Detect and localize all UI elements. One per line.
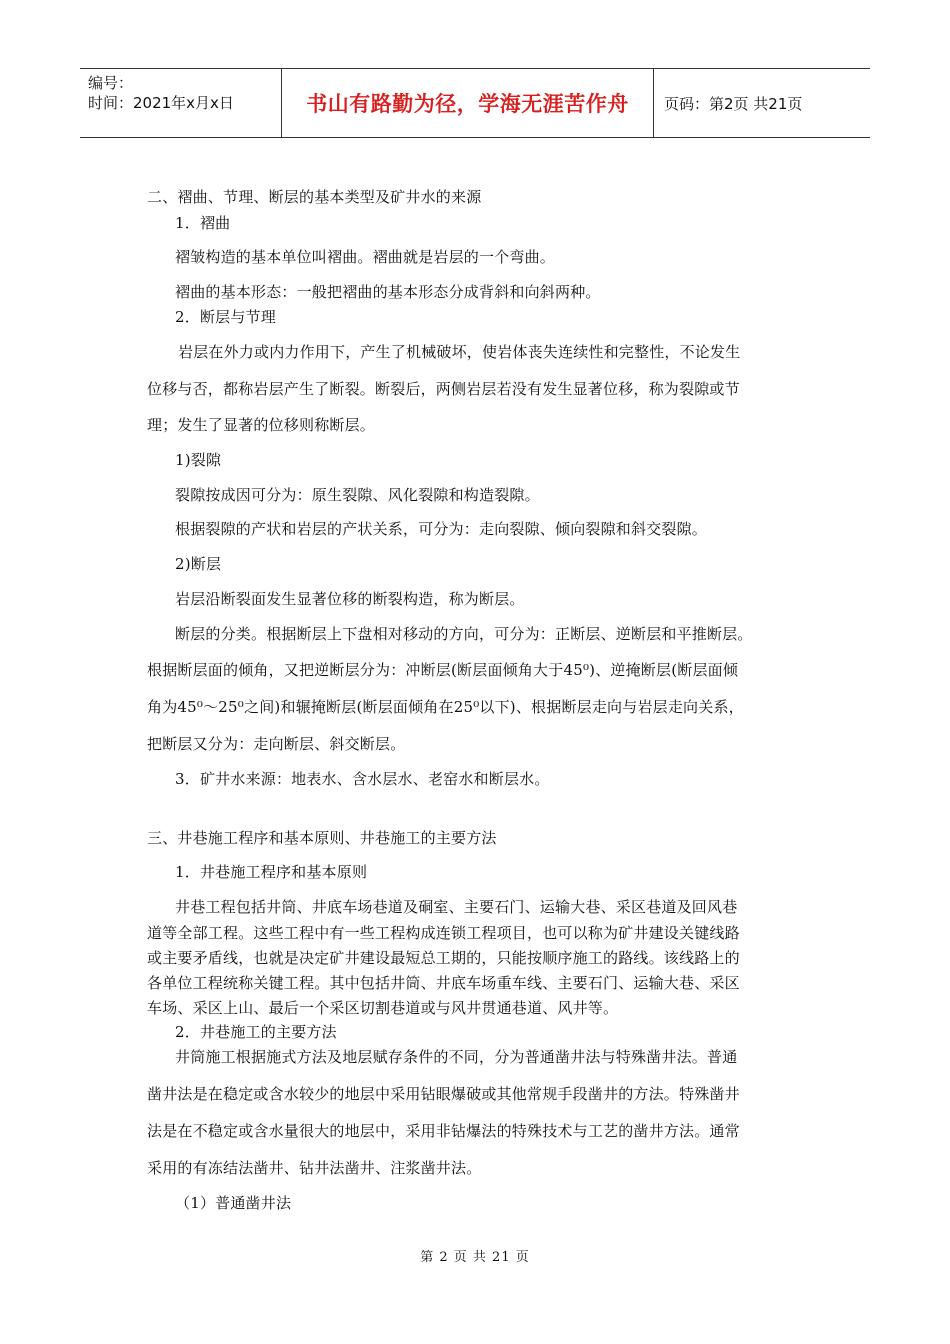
paragraph-line: 角为45⁰～25⁰之间)和辗掩断层(断层面倾角在25⁰以下)、根据断层走向与岩层走向关系，	[147, 698, 744, 716]
page-footer: 第 2 页 共 21 页	[420, 1250, 530, 1265]
subheading: 1．褶曲	[175, 214, 231, 232]
paragraph-line: 法是在不稳定或含水量很大的地层中，采用非钻爆法的特殊技术与工艺的凿井方法。通常	[147, 1122, 740, 1140]
subheading: 2．井巷施工的主要方法	[175, 1023, 337, 1041]
paragraph-line: 把断层又分为：走向断层、斜交断层。	[147, 735, 406, 753]
header-motto-cell	[282, 69, 654, 137]
paragraph-line: 位移与否，都称岩层产生了断裂。断裂后，两侧岩层若没有发生显著位移，称为裂隙或节	[147, 380, 740, 398]
subheading: 1．井巷施工程序和基本原则	[175, 863, 368, 881]
paragraph-line: 岩层沿断裂面发生显著位移的断裂构造，称为断层。	[175, 590, 525, 608]
document-header	[80, 68, 870, 138]
paragraph-line: 车场、采区上山、最后一个采区切割巷道或与风井贯通巷道、风井等。	[147, 999, 619, 1017]
paragraph-line: 采用的有冻结法凿井、钻井法凿井、注浆凿井法。	[147, 1159, 482, 1177]
subheading: 1)裂隙	[175, 451, 222, 469]
paragraph-line: 根据断层面的倾角，又把逆断层分为：冲断层(断层面倾角大于45⁰)、逆掩断层(断层面倾	[147, 661, 739, 679]
paragraph-line: 井筒施工根据施式方法及地层赋存条件的不同，分为普通凿井法与特殊凿井法。普通	[175, 1048, 738, 1066]
paragraph-line: 理；发生了显著的位移则称断层。	[147, 416, 376, 434]
paragraph-line: 各单位工程统称关键工程。其中包括井筒、井底车场重车线、主要石门、运输大巷、采区	[147, 974, 740, 992]
subheading: 2．断层与节理	[175, 308, 276, 326]
header-page-cell	[654, 69, 870, 137]
time-label: 时间：2021年x月x日	[88, 94, 234, 112]
motto-text: 书山有路勤为径，学海无涯苦作舟	[306, 92, 629, 116]
page-label: 页码：第2页 共21页	[664, 94, 803, 113]
paragraph-line: 或主要矛盾线，也就是决定矿井建设最短总工期的，只能按顺序施工的路线。该线路上的	[147, 949, 740, 967]
paragraph-line: 岩层在外力或内力作用下，产生了机械破坏，使岩体丧失连续性和完整性，不论发生	[178, 343, 741, 361]
paragraph-line: 褶曲的基本形态：一般把褶曲的基本形态分成背斜和向斜两种。	[175, 283, 601, 301]
paragraph-line: 断层的分类。根据断层上下盘相对移动的方向，可分为：正断层、逆断层和平推断层。	[175, 625, 753, 643]
header-meta-cell	[80, 69, 282, 137]
paragraph-line: 凿井法是在稳定或含水较少的地层中采用钻眼爆破或其他常规手段凿井的方法。特殊凿井	[147, 1085, 740, 1103]
paragraph-line: 褶皱构造的基本单位叫褶曲。褶曲就是岩层的一个弯曲。	[175, 248, 556, 266]
section-heading: 三、井巷施工程序和基本原则、井巷施工的主要方法	[147, 829, 497, 847]
paragraph-line: 裂隙按成因可分为：原生裂隙、风化裂隙和构造裂隙。	[175, 486, 540, 504]
subheading: 2)断层	[175, 555, 222, 573]
paragraph-line: 3．矿井水来源：地表水、含水层水、老窑水和断层水。	[175, 770, 550, 788]
number-label: 编号：	[88, 74, 134, 92]
paragraph-line: 根据裂隙的产状和岩层的产状关系，可分为：走向裂隙、倾向裂隙和斜交裂隙。	[175, 520, 708, 538]
paragraph-line: 井巷工程包括井筒、井底车场巷道及硐室、主要石门、运输大巷、采区巷道及回风巷	[175, 898, 738, 916]
subheading: （1）普通凿井法	[175, 1194, 292, 1212]
section-heading: 二、褶曲、节理、断层的基本类型及矿井水的来源	[147, 188, 482, 206]
paragraph-line: 道等全部工程。这些工程中有一些工程构成连锁工程项目，也可以称为矿井建设关键线路	[147, 924, 740, 942]
